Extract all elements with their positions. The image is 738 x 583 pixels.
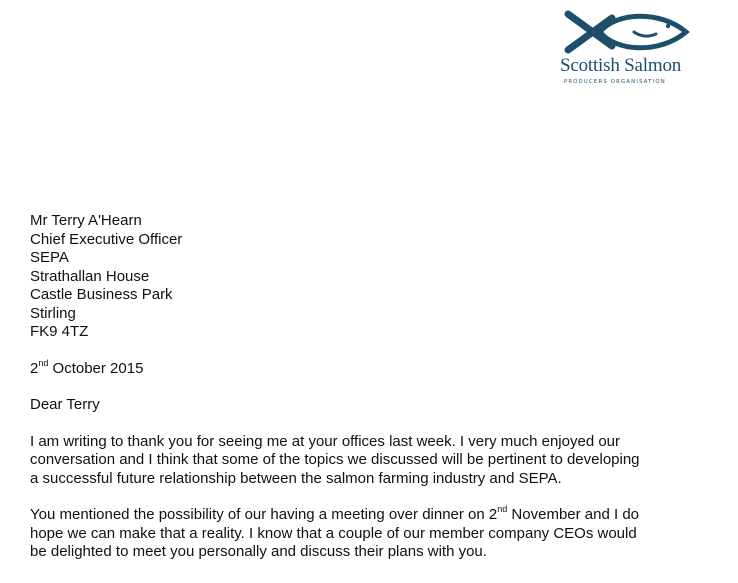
paragraph-line: conversation and I think that some of the topics we discussed will be pertinent to developing — [30, 451, 640, 468]
fish-icon — [564, 8, 692, 56]
logo-subtitle: PRODUCERS ORGANISATION — [564, 79, 666, 85]
date-rest: October 2015 — [48, 359, 144, 377]
address-line: FK9 4TZ — [30, 323, 89, 340]
paragraph-line — [30, 506, 710, 525]
line-text: You mentioned the possibility of our having a meeting over dinner on 2 — [30, 506, 498, 523]
line-text: November and I do — [507, 506, 640, 523]
paragraph-line: be delighted to meet you personally and discuss their plans with you. — [30, 543, 487, 560]
logo-name: Scottish Salmon — [560, 55, 682, 76]
company-logo — [556, 8, 696, 88]
salutation: Dear Terry — [30, 396, 100, 413]
recipient-address — [30, 212, 710, 342]
address-line: SEPA — [30, 249, 69, 266]
address-line: Chief Executive Officer — [30, 230, 183, 248]
address-line: Stirling — [30, 304, 76, 322]
ordinal-suffix: nd — [497, 504, 508, 514]
paragraph-line: I am writing to thank you for seeing me at your offices last week. I very much enjoyed our — [30, 432, 621, 450]
address-line: Castle Business Park — [30, 286, 173, 303]
address-line: Mr Terry A'Hearn — [30, 212, 142, 229]
paragraph-1 — [30, 433, 710, 489]
address-line: Strathallan House — [30, 267, 150, 285]
date-day: 2 — [30, 359, 39, 377]
paragraph-line: a successful future relationship between the salmon farming industry and SEPA. — [30, 469, 562, 487]
paragraph-line: hope we can make that a reality. I know that a couple of our member company CEOs would — [30, 524, 637, 542]
paragraph-2 — [30, 506, 710, 562]
letter-date — [30, 357, 710, 379]
date-suffix: nd — [38, 357, 49, 368]
letter-body — [30, 212, 710, 562]
